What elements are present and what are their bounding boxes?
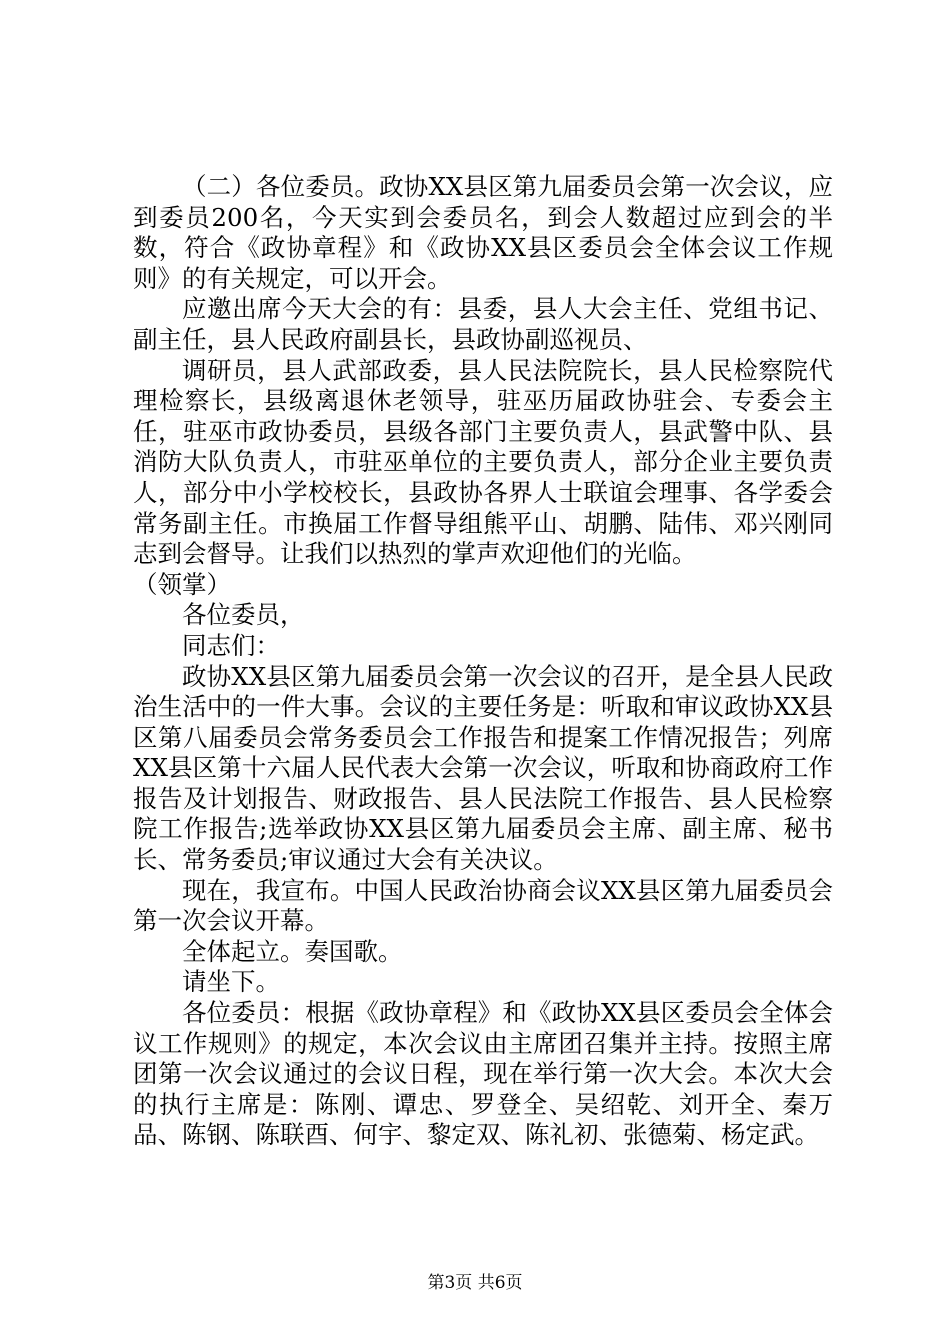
- paragraph-invited-guests: 应邀出席今天大会的有：县委，县人大会主任、党组书记、副主任，县人民政府副县长，县政协副巡视员、: [133, 294, 833, 354]
- paragraph-greeting-members: 各位委员，: [182, 600, 305, 630]
- paragraph-greeting-comrades: 同志们：: [182, 630, 280, 660]
- paragraph-meeting-tasks: 政协XX县区第九届委员会第一次会议的召开，是全县人民政治生活中的一件大事。会议的主要任务是：听取和审议政协XX县区第八届委员会常务委员会工作报告和提案工作情况报告；列席XX县区第十六届人民代表大会第一次会议，听取和协商政府工作报告及计划报告、财政报告、县人民法院工作报告、县人民检察院工作报告;选举政协XX县区第九届委员会主席、副主席、秘书长、常务委员;审议通过大会有关决议。: [133, 661, 833, 875]
- paragraph-attendance: （二）各位委员。政协XX县区第九届委员会第一次会议，应到委员200名，今天实到会委员名，到会人数超过应到会的半数，符合《政协章程》和《政协XX县区委员会全体会议工作规则》的有关规定，可以开会。: [133, 172, 833, 293]
- paragraph-applause-note: （领掌）: [133, 569, 231, 599]
- paragraph-please-sit: 请坐下。: [182, 967, 280, 997]
- paragraph-guest-list: 调研员，县人武部政委，县人民法院院长，县人民检察院代理检察长，县级离退休老领导，驻巫历届政协驻会、专委会主任，驻巫市政协委员，县级各部门主要负责人，县武警中队、县消防大队负责人，市驻巫单位的主要负责人，部分企业主要负责人，部分中小学校校长，县政协各界人士联谊会理事、各学委会常务副主任。市换届工作督导组熊平山、胡鹏、陆伟、邓兴刚同志到会督导。让我们以热烈的掌声欢迎他们的光临。: [133, 355, 833, 569]
- paragraph-national-anthem: 全体起立。奏国歌。: [182, 936, 403, 966]
- page-number-label: 第3页 共6页: [427, 1273, 523, 1293]
- paragraph-opening-declaration: 现在，我宣布。中国人民政治协商会议XX县区第九届委员会第一次会议开幕。: [133, 875, 833, 936]
- page-footer: [0, 1272, 950, 1294]
- paragraph-executive-chairs: 各位委员：根据《政协章程》和《政协XX县区委员会全体会议工作规则》的规定，本次会议由主席团召集并主持。按照主席团第一次会议通过的会议日程，现在举行第一次大会。本次大会的执行主席是：陈刚、谭忠、罗登全、吴绍乾、刘开全、秦万品、陈钢、陈联酉、何宇、黎定双、陈礼初、张德菊、杨定武。: [133, 998, 833, 1150]
- document-body: [133, 172, 833, 1151]
